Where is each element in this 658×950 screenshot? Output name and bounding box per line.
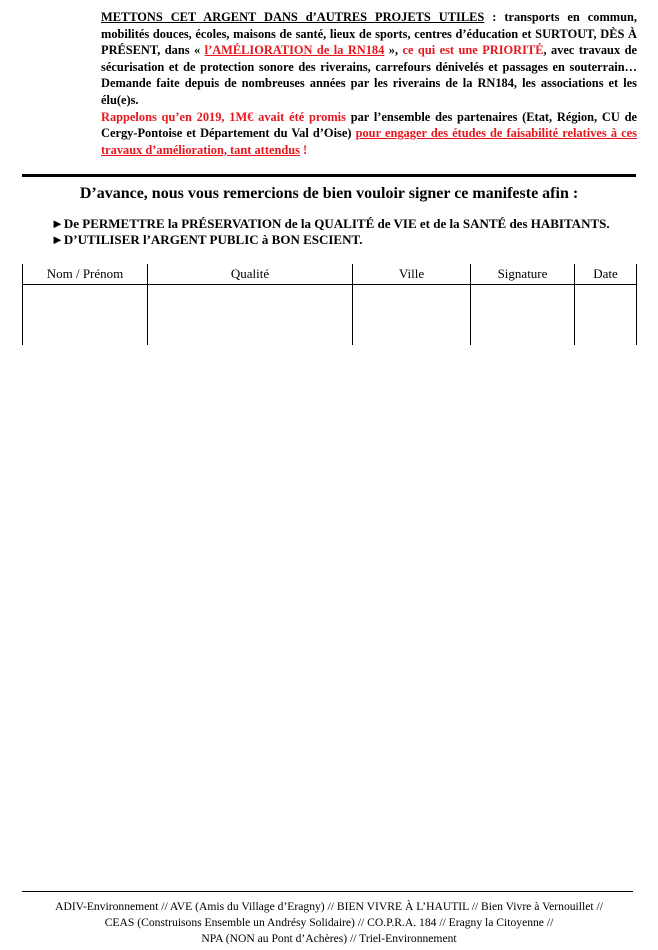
- feasibility-studies-text: pour engager des études de faisabilité relatives à ces travaux d’amélioration, tant attendus: [101, 126, 638, 157]
- intro-text-1: : transports en commun, mobilités douces, écoles, maisons de santé, lieux de sports, centres d’éducation et SURTOUT, DÈS À PRÉSENT, dans «: [101, 10, 637, 58]
- date-cell[interactable]: [575, 285, 637, 346]
- improvement-rn184: l’AMÉLIORATION de la RN184: [204, 43, 385, 58]
- column-header-date: Date: [575, 264, 637, 285]
- column-header-name: Nom / Prénom: [23, 264, 148, 285]
- footer-line: CEAS (Construisons Ensemble un Andrésy Solidaire) // CO.P.R.A. 184 // Eragny la Citoyenne //: [104, 916, 554, 929]
- signature-table: [22, 264, 637, 345]
- intro-text-2: »,: [384, 43, 403, 58]
- table-header-row: [23, 264, 637, 285]
- intro-heading: METTONS CET ARGENT DANS d’AUTRES PROJETS UTILES: [101, 10, 485, 24]
- reminder-text: Rappelons qu’en 2019, 1M€ avait été promis: [101, 109, 346, 124]
- goal-item: ►D’UTILISER l’ARGENT PUBLIC à BON ESCIENT.: [51, 232, 363, 247]
- column-header-city: Ville: [353, 264, 471, 285]
- city-cell[interactable]: [353, 285, 471, 346]
- goal-item: ►De PERMETTRE la PRÉSERVATION de la QUALITÉ de VIE et de la SANTÉ des HABITANTS.: [51, 216, 610, 231]
- intro-paragraph: [101, 9, 637, 158]
- footer-line: ADIV-Environnement // AVE (Amis du Village d’Eragny) // BIEN VIVRE À L’HAUTIL // Bien Vivre à Vernouillet //: [55, 900, 603, 913]
- name-cell[interactable]: [23, 285, 148, 346]
- intro-end: !: [299, 142, 308, 157]
- quality-cell[interactable]: [148, 285, 353, 346]
- intro-text-3: , avec travaux de sécurisation et de protection sonore des riverains, carrefours dénivelés et passages en souterrain… Demande faite depuis de nombreuses années par les riverains de la RN184, les associations et les élu(e)s.: [101, 43, 637, 107]
- thanks-heading: D’avance, nous vous remercions de bien vouloir signer ce manifeste afin :: [79, 185, 579, 202]
- intro-text-4: par l’ensemble des partenaires (Etat, Région, CU de Cergy-Pontoise et Département du Val d’Oise): [101, 109, 637, 141]
- signature-cell[interactable]: [471, 285, 575, 346]
- priority-text: ce qui est une PRIORITÉ: [402, 43, 544, 58]
- footer-line: NPA (NON au Pont d’Achères) // Triel-Environnement: [201, 932, 457, 945]
- footer-divider: [22, 891, 633, 892]
- column-header-signature: Signature: [471, 264, 575, 285]
- table-row: [23, 285, 637, 346]
- section-divider: [22, 174, 636, 177]
- column-header-quality: Qualité: [148, 264, 353, 285]
- footer-associations: [22, 899, 636, 947]
- goals-list: [51, 216, 610, 248]
